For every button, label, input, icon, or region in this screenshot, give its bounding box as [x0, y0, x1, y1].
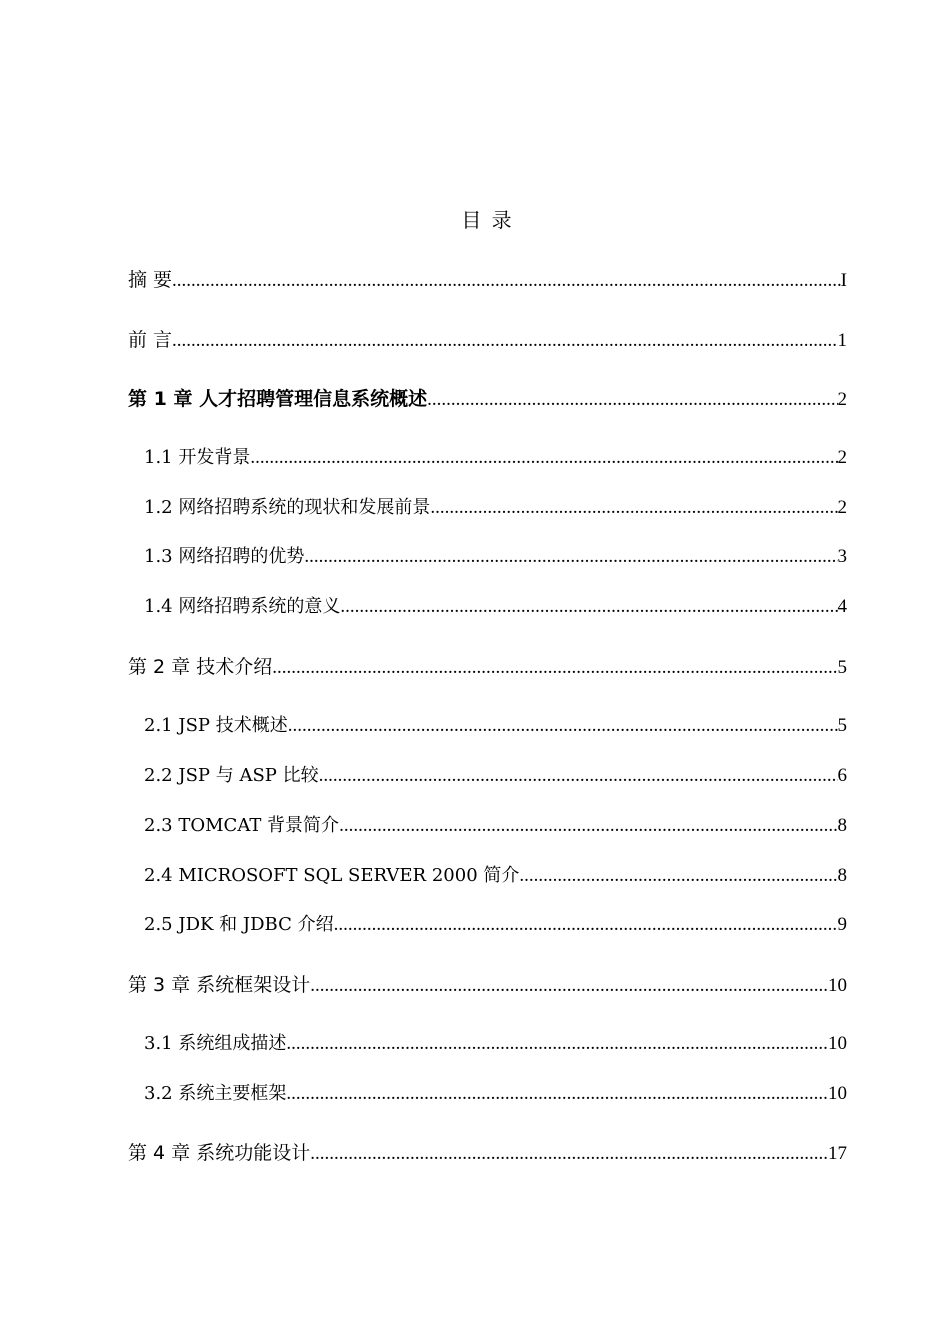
toc-entry-preface[interactable]	[128, 325, 847, 355]
toc-page-number: 5	[837, 715, 847, 736]
toc-page-number: 8	[837, 865, 847, 886]
toc-entry-text: 3.2 系统主要框架	[144, 1083, 287, 1104]
dot-leader	[334, 910, 838, 940]
toc-page-number: 17	[828, 1143, 847, 1164]
toc-entry-text: 3.1 系统组成描述	[144, 1033, 287, 1054]
toc-page-number: 1	[837, 330, 847, 351]
toc-entry-text: 2.5 JDK 和 JDBC 介绍	[144, 914, 334, 935]
toc-page-number: 10	[828, 1033, 847, 1054]
toc-page-number: 2	[837, 389, 847, 410]
toc-entry-text: 前 言	[128, 329, 173, 351]
toc-entry-section-3-2[interactable]	[144, 1079, 847, 1109]
toc-page-number: 10	[828, 1083, 847, 1104]
toc-entry-text: 第 3 章 系统框架设计	[128, 974, 311, 996]
dot-leader	[304, 542, 837, 572]
toc-entry-chapter-2[interactable]	[128, 652, 847, 682]
dot-leader	[340, 592, 837, 622]
toc-entry-text: 2.1 JSP 技术概述	[144, 715, 288, 736]
dot-leader	[339, 811, 837, 841]
toc-entry-text: 2.4 MICROSOFT SQL SERVER 2000 简介	[144, 865, 520, 886]
toc-entry-text: 第 4 章 系统功能设计	[128, 1142, 311, 1164]
toc-entry-section-1-4[interactable]	[144, 592, 847, 622]
dot-leader	[286, 1029, 828, 1059]
dot-leader	[286, 1079, 828, 1109]
toc-entry-section-2-2[interactable]	[144, 761, 847, 791]
toc-entry-section-2-3[interactable]	[144, 811, 847, 841]
toc-entry-section-2-4[interactable]	[144, 861, 847, 891]
toc-entry-section-1-3[interactable]	[144, 542, 847, 572]
toc-entry-text: 第 2 章 技术介绍	[128, 656, 273, 678]
toc-entry-chapter-1[interactable]	[128, 384, 847, 414]
toc-page-number: 9	[837, 914, 847, 935]
dot-leader	[272, 653, 837, 683]
toc-entry-section-1-1[interactable]	[144, 443, 847, 473]
toc-page-number: 10	[828, 975, 847, 996]
toc-entry-section-2-1[interactable]	[144, 711, 847, 741]
dot-leader	[430, 493, 837, 523]
toc-page-number: 8	[837, 815, 847, 836]
dot-leader	[172, 326, 837, 356]
toc-page-number: 2	[837, 447, 847, 468]
toc-entry-section-1-2[interactable]	[144, 493, 847, 523]
toc-page-number: 4	[837, 596, 847, 617]
toc-page-number: I	[840, 270, 847, 291]
toc-entry-text: 1.2 网络招聘系统的现状和发展前景	[144, 497, 431, 518]
toc-entry-chapter-4[interactable]	[128, 1138, 847, 1168]
toc-entry-text: 摘 要	[128, 269, 173, 291]
toc-entry-abstract[interactable]	[128, 265, 847, 295]
toc-page-number: 2	[837, 497, 847, 518]
toc-entry-section-2-5[interactable]	[144, 910, 847, 940]
toc-page-number: 5	[837, 657, 847, 678]
toc-entry-text: 2.3 TOMCAT 背景简介	[144, 815, 340, 836]
dot-leader	[427, 385, 837, 415]
toc-entry-text: 1.4 网络招聘系统的意义	[144, 596, 341, 617]
dot-leader	[172, 266, 841, 296]
toc-page-number: 6	[837, 765, 847, 786]
dot-leader	[319, 761, 838, 791]
dot-leader	[310, 971, 828, 1001]
toc-entry-text: 1.3 网络招聘的优势	[144, 546, 305, 567]
dot-leader	[519, 861, 837, 891]
toc-entry-chapter-3[interactable]	[128, 970, 847, 1000]
page-title: 目 录	[461, 208, 514, 232]
dot-leader	[250, 443, 837, 473]
dot-leader	[310, 1139, 828, 1169]
dot-leader	[288, 711, 838, 741]
toc-entry-section-3-1[interactable]	[144, 1029, 847, 1059]
toc-entry-text: 第 1 章 人才招聘管理信息系统概述	[128, 388, 428, 410]
toc-entry-text: 2.2 JSP 与 ASP 比较	[144, 765, 319, 786]
toc-entry-text: 1.1 开发背景	[144, 447, 251, 468]
toc-page-number: 3	[837, 546, 847, 567]
